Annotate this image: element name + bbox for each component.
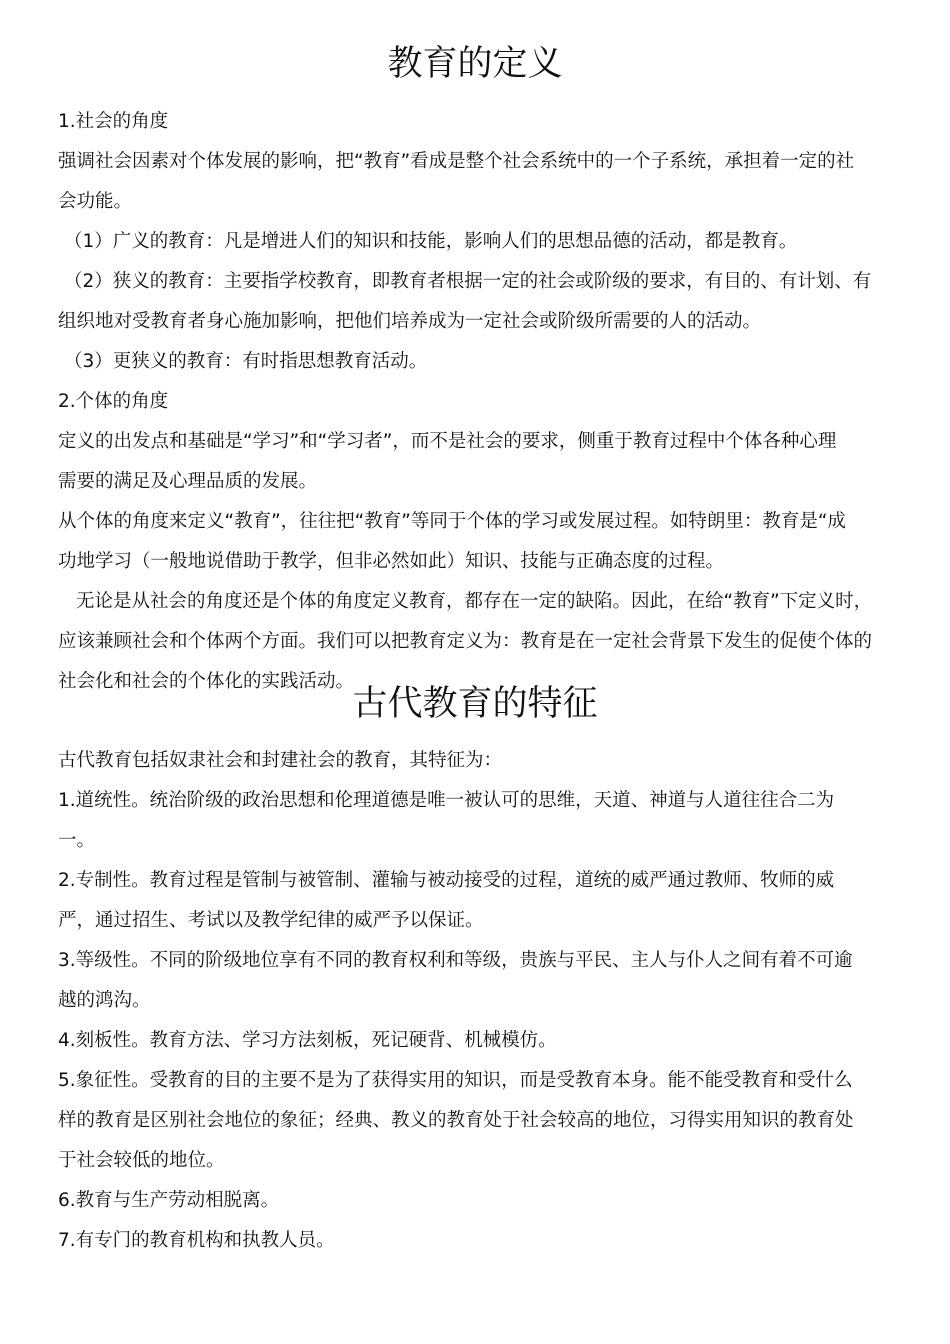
- list-item-5: 5.象征性。受教育的目的主要不是为了获得实用的知识，而是受教育本身。能不能受教育和受什么: [58, 1070, 853, 1091]
- text-line: 样的教育是区别社会地位的象征；经典、教义的教育处于社会较高的地位，习得实用知识的教育处: [58, 1110, 854, 1131]
- section-title-ancient-education: 古代教育的特征: [352, 684, 598, 724]
- text-line: 会功能。: [58, 191, 133, 212]
- section-title-education-definition: 教育的定义: [387, 44, 563, 84]
- text-line: 功地学习（一般地说借助于教学，但非必然如此）知识、技能与正确态度的过程。: [58, 551, 725, 572]
- text-line-narrow-definition: （2）狭义的教育：主要指学校教育，即教育者根据一定的社会或阶级的要求，有目的、有计划、有: [64, 271, 872, 292]
- text-line: 于社会较低的地位。: [58, 1150, 225, 1171]
- text-line: 越的鸿沟。: [58, 990, 151, 1011]
- text-line-narrower-definition: （3）更狭义的教育：有时指思想教育活动。: [64, 351, 428, 372]
- text-line: 从个体的角度来定义“教育”，往往把“教育”等同于个体的学习或发展过程。如特朗里：教育是“成: [58, 511, 846, 532]
- text-line-conclusion: 无论是从社会的角度还是个体的角度定义教育，都存在一定的缺陷。因此，在给“教育”下定义时，: [76, 591, 873, 612]
- text-line-intro: 古代教育包括奴隶社会和封建社会的教育，其特征为：: [58, 750, 503, 771]
- text-line: 组织地对受教育者身心施加影响，把他们培养成为一定社会或阶级所需要的人的活动。: [58, 311, 762, 332]
- text-line: 强调社会因素对个体发展的影响，把“教育”看成是整个社会系统中的一个子系统，承担着一定的社: [58, 151, 855, 172]
- list-item-7: 7.有专门的教育机构和执教人员。: [58, 1230, 335, 1251]
- text-line: 定义的出发点和基础是“学习”和“学习者”，而不是社会的要求，侧重于教育过程中个体各种心理: [58, 431, 837, 452]
- text-line: 需要的满足及心理品质的发展。: [58, 471, 318, 492]
- heading-social-perspective: 1.社会的角度: [58, 111, 169, 132]
- list-item-3: 3.等级性。不同的阶级地位享有不同的教育权利和等级，贵族与平民、主人与仆人之间有着不可逾: [58, 950, 853, 971]
- text-line: 严，通过招生、考试以及教学纪律的威严予以保证。: [58, 910, 484, 931]
- list-item-4: 4.刻板性。教育方法、学习方法刻板，死记硬背、机械模仿。: [58, 1030, 557, 1051]
- list-item-2: 2.专制性。教育过程是管制与被管制、灌输与被动接受的过程，道统的威严通过教师、牧师的威: [58, 870, 835, 891]
- list-item-6: 6.教育与生产劳动相脱离。: [58, 1190, 280, 1211]
- text-line-broad-definition: （1）广义的教育：凡是增进人们的知识和技能，影响人们的思想品德的活动，都是教育。: [64, 231, 798, 252]
- heading-individual-perspective: 2.个体的角度: [58, 391, 169, 412]
- text-line: 社会化和社会的个体化的实践活动。: [58, 671, 355, 692]
- text-line: 应该兼顾社会和个体两个方面。我们可以把教育定义为：教育是在一定社会背景下发生的促使个体的: [58, 631, 873, 652]
- text-line: 一。: [58, 830, 96, 851]
- list-item-1: 1.道统性。统治阶级的政治思想和伦理道德是唯一被认可的思维，天道、神道与人道往往合二为: [58, 790, 835, 811]
